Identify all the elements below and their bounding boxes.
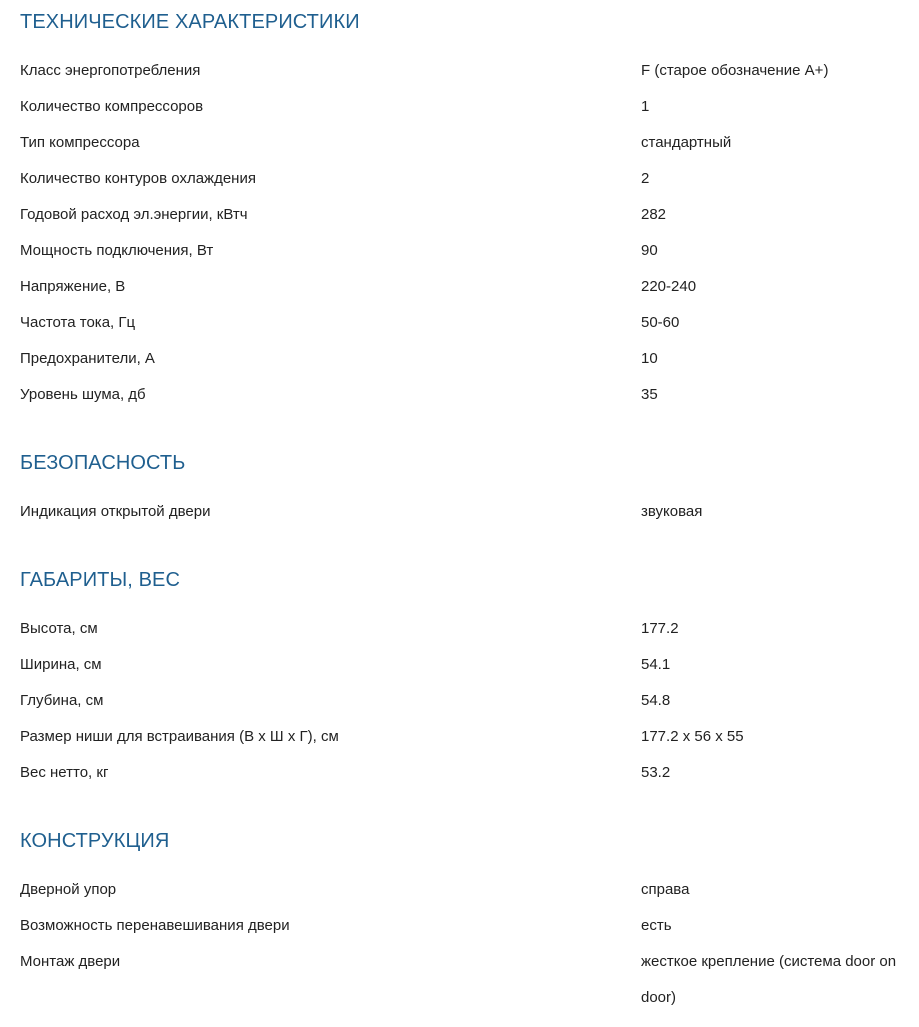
spec-value: 1 <box>641 98 650 115</box>
spec-label: Тип компрессора <box>20 125 630 161</box>
section-title: ТЕХНИЧЕСКИЕ ХАРАКТЕРИСТИКИ <box>20 11 360 33</box>
spec-label: Возможность перенавешивания двери <box>20 908 630 944</box>
section-title: КОНСТРУКЦИЯ <box>20 830 170 852</box>
spec-row <box>20 341 919 377</box>
spec-value: справа <box>641 881 690 898</box>
spec-label: Количество контуров охлаждения <box>20 161 630 197</box>
spec-label: Вес нетто, кг <box>20 755 630 791</box>
spec-value: стандартный <box>641 134 732 151</box>
spec-value: 50-60 <box>641 314 680 331</box>
spec-label: Мощность подключения, Вт <box>20 233 630 269</box>
section-construction <box>20 829 919 1006</box>
spec-label: Уровень шума, дб <box>20 377 630 413</box>
spec-row <box>20 647 919 683</box>
spec-value: F (старое обозначение A+) <box>641 62 829 79</box>
spec-value: 35 <box>641 386 658 403</box>
spec-value: 54.8 <box>641 692 671 709</box>
spec-label: Дверной упор <box>20 872 630 908</box>
spec-value: 90 <box>641 242 658 259</box>
spec-label: Класс энергопотребления <box>20 53 630 89</box>
spec-row <box>20 719 919 755</box>
spec-list <box>20 494 919 530</box>
section-title: ГАБАРИТЫ, ВЕС <box>20 569 181 591</box>
spec-value: 177.2 <box>641 620 679 637</box>
spec-list <box>20 872 919 1016</box>
spec-row <box>20 755 919 791</box>
spec-label: Монтаж двери <box>20 944 630 980</box>
spec-row <box>20 197 919 233</box>
spec-row <box>20 872 919 908</box>
spec-row <box>20 269 919 305</box>
spec-value: жесткое крепление (система door on door) <box>641 953 897 1006</box>
spec-value: 282 <box>641 206 667 223</box>
spec-label: Годовой расход эл.энергии, кВтч <box>20 197 630 233</box>
section-dimensions <box>20 568 919 781</box>
spec-label: Высота, см <box>20 611 630 647</box>
spec-value: звуковая <box>641 503 703 520</box>
spec-list <box>20 611 919 791</box>
spec-row <box>20 683 919 719</box>
spec-label: Глубина, см <box>20 683 630 719</box>
spec-row <box>20 233 919 269</box>
section-technical <box>20 10 919 403</box>
spec-value: 54.1 <box>641 656 671 673</box>
spec-row <box>20 305 919 341</box>
spec-value: 53.2 <box>641 764 671 781</box>
spec-row <box>20 611 919 647</box>
spec-value: 177.2 х 56 х 55 <box>641 728 744 745</box>
spec-row <box>20 377 919 413</box>
spec-list <box>20 53 919 413</box>
spec-label: Частота тока, Гц <box>20 305 630 341</box>
spec-row <box>20 53 919 89</box>
spec-row <box>20 908 919 944</box>
spec-row <box>20 125 919 161</box>
section-safety <box>20 451 919 520</box>
spec-label: Индикация открытой двери <box>20 494 630 530</box>
spec-label: Напряжение, В <box>20 269 630 305</box>
spec-row <box>20 161 919 197</box>
spec-row <box>20 89 919 125</box>
spec-row <box>20 494 919 530</box>
spec-label: Количество компрессоров <box>20 89 630 125</box>
spec-label: Размер ниши для встраивания (В х Ш х Г), см <box>20 719 630 755</box>
spec-label: Ширина, см <box>20 647 630 683</box>
spec-value: 10 <box>641 350 658 367</box>
section-title: БЕЗОПАСНОСТЬ <box>20 452 186 474</box>
spec-value: 2 <box>641 170 650 187</box>
spec-label: Предохранители, А <box>20 341 630 377</box>
spec-row <box>20 944 919 1016</box>
spec-value: есть <box>641 917 672 934</box>
spec-value: 220-240 <box>641 278 697 295</box>
